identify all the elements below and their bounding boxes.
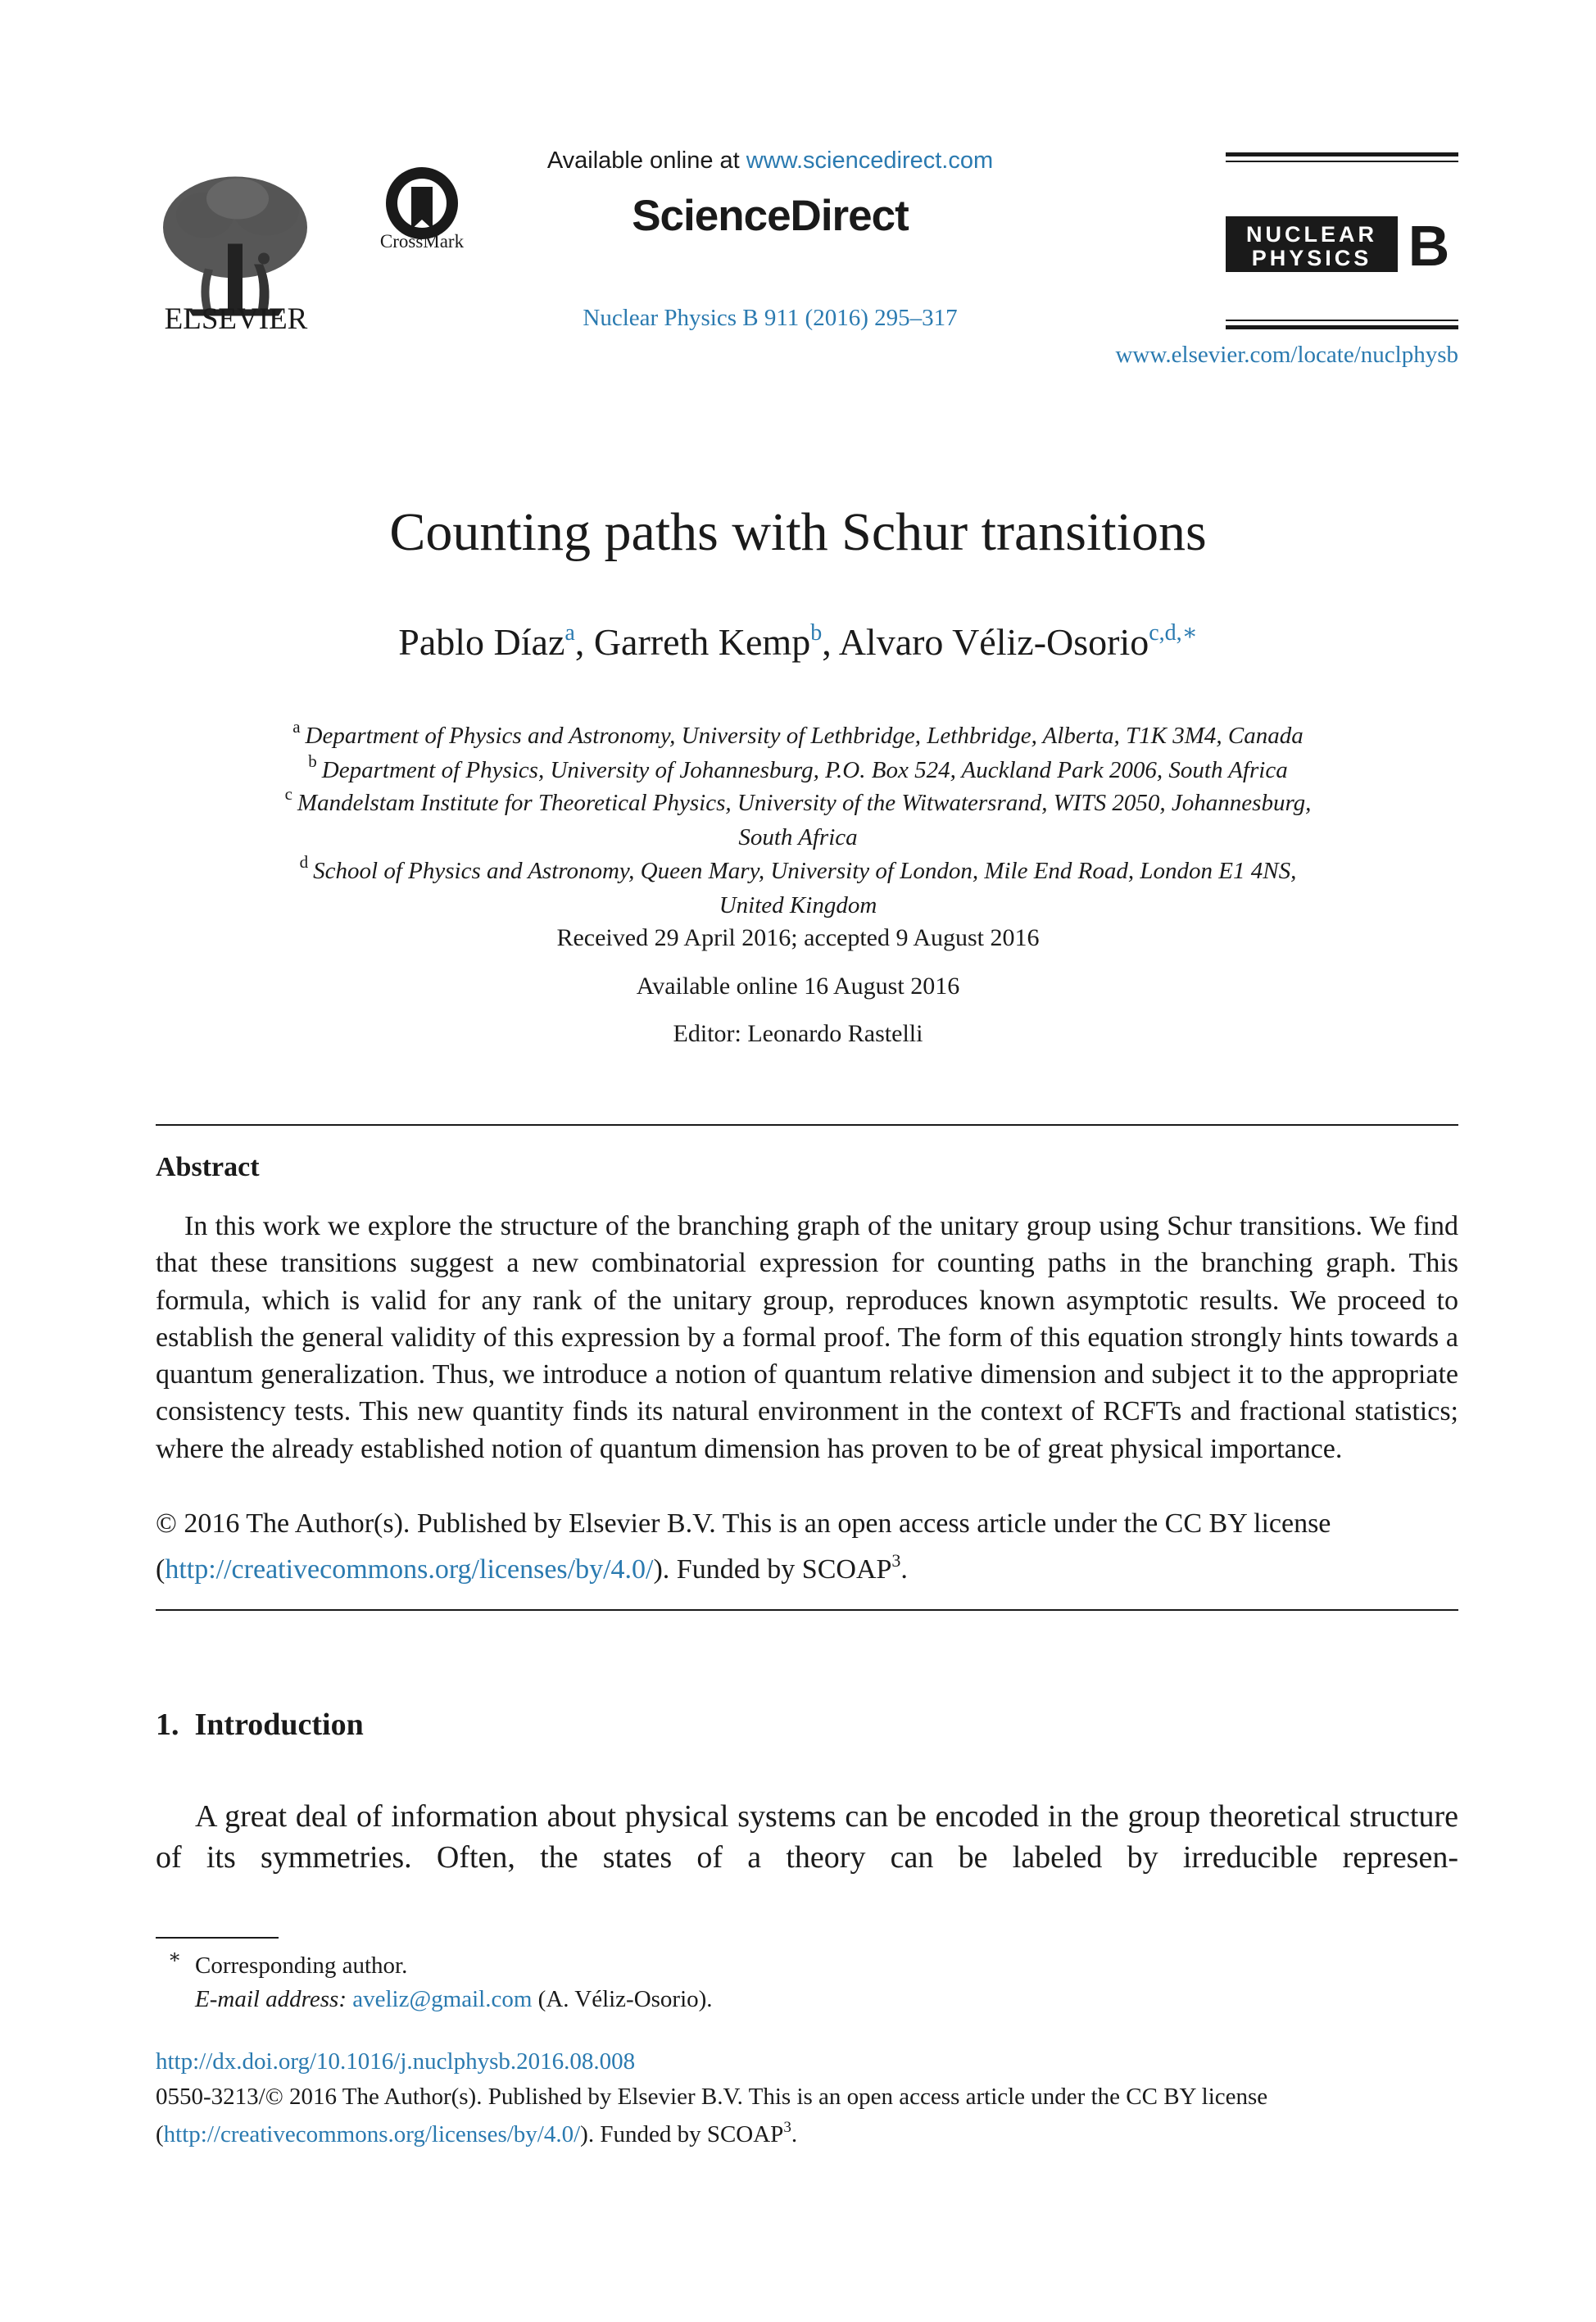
license-link[interactable]: http://creativecommons.org/licenses/by/4.0/ <box>165 1554 654 1585</box>
affiliation-text: School of Physics and Astronomy, Queen Mary, University of London, Mile End Road, London E1 4NS, <box>313 858 1297 884</box>
affiliation-d <box>164 845 1432 923</box>
sciencedirect-logo: ScienceDirect <box>632 192 909 240</box>
section-heading-introduction: 1. Introduction <box>156 1707 364 1742</box>
end-period: . <box>900 1554 908 1585</box>
footnote-star: ∗ <box>168 1947 182 1968</box>
abstract-body: In this work we explore the structure of the branching graph of the unitary group using Schur transitions. We find that these transitions suggest a new combinatorial expression for counting paths in the branching graph. This formula, which is valid for any rank of the unitary group, reproduces known asymptotic results. We proceed to establish the general validity of this expression by a formal proof. The form of this equation strongly hints towards a quantum generalization. Thus, we introduce a notion of quantum relative dimension and subject it to the appropriate consistency tests. This new quantity finds its natural environment in the context of RCFTs and fractional statistics; where the already established notion of quantum dimension has proven to be of great physical importance. <box>156 1211 1458 1464</box>
available-online-date: Available online 16 August 2016 <box>636 973 960 1000</box>
affiliation-mark: b <box>308 751 317 771</box>
abstract-bottom-rule <box>156 1609 1458 1611</box>
npb-logo-line2: PHYSICS <box>1251 246 1372 270</box>
introduction-paragraph: A great deal of information about physical systems can be encoded in the group theoretical structure of its symmetries. Often, the states of a theory can be labeled by irreducible represen- <box>156 1799 1458 1875</box>
author-affiliation-mark[interactable]: c,d,∗ <box>1149 620 1198 646</box>
header-rule-top <box>1226 152 1458 156</box>
affiliation-text-cont: United Kingdom <box>719 892 877 918</box>
affiliation-mark: a <box>292 717 301 737</box>
affiliation-text: Department of Physics and Astronomy, University of Lethbridge, Lethbridge, Alberta, T1K 3M4, Canada <box>305 723 1304 749</box>
header-rule-bottom <box>1226 325 1458 329</box>
copyright-text: © 2016 The Author(s). Published by Elsevier B.V. This is an open access article under the CC BY license <box>156 1508 1331 1539</box>
doi-link[interactable]: http://dx.doi.org/10.1016/j.nuclphysb.2016.08.008 <box>156 2048 636 2075</box>
npb-logo-letter: B <box>1408 216 1450 272</box>
journal-homepage-link[interactable]: www.elsevier.com/locate/nuclphysb <box>1115 342 1458 368</box>
affiliation-mark: c <box>284 784 292 804</box>
author-name: Garreth Kemp <box>593 621 811 663</box>
article-title: Counting paths with Schur transitions <box>389 502 1207 562</box>
received-date: Received 29 April 2016; accepted 9 August 2016 <box>556 924 1040 951</box>
email-link[interactable]: aveliz@gmail.com <box>352 1986 533 2012</box>
email-owner: (A. Véliz-Osorio). <box>532 1986 713 2012</box>
footnote-rule <box>156 1937 279 1939</box>
issn-copyright-line: 0550-3213/© 2016 The Author(s). Published by Elsevier B.V. This is an open access article under the CC BY license <box>156 2084 1268 2110</box>
header-rule-bottom-thin <box>1226 320 1458 321</box>
editor-line: Editor: Leonardo Rastelli <box>673 1020 923 1047</box>
email-footnote <box>195 1986 713 2013</box>
corresponding-author-note: Corresponding author. <box>195 1952 408 1979</box>
journal-reference-link[interactable]: Nuclear Physics B 911 (2016) 295–317 <box>583 305 958 331</box>
npb-logo-line1: NUCLEAR <box>1246 222 1377 247</box>
available-online-prefix: Available online at <box>546 147 746 174</box>
author-name: Alvaro Véliz-Osorio <box>838 621 1149 663</box>
abstract-copyright: © 2016 The Author(s). Published by Elsevier B.V. This is an open access article under the CC BY license (http://creativecommons.org/licenses/by/4.0/). Funded by SCOAP$^3$. <box>156 1508 1331 1585</box>
crossmark-label: CrossMark <box>379 231 465 252</box>
email-label: E-mail address: <box>195 1986 347 2012</box>
affiliation-text: Department of Physics, University of Johannesburg, P.O. Box 524, Auckland Park 2006, South Africa <box>321 757 1288 783</box>
footer-license-link[interactable]: http://creativecommons.org/licenses/by/4.0/ <box>163 2121 581 2147</box>
abstract-heading: Abstract <box>156 1152 260 1182</box>
author-affiliation-mark[interactable]: b <box>810 620 823 646</box>
header-rule-top-thin <box>1226 161 1458 162</box>
scoap-superscript: 3 <box>891 1550 901 1571</box>
affiliation-text: Mandelstam Institute for Theoretical Physics, University of the Witwatersrand, WITS 2050, Johannesburg, <box>297 790 1312 816</box>
elsevier-wordmark: ELSEVIER <box>164 302 308 336</box>
affiliation-text-cont: South Africa <box>738 824 858 850</box>
author-separator: , <box>574 621 594 663</box>
sciencedirect-link[interactable]: www.sciencedirect.com <box>746 147 994 174</box>
footer-end-period: . <box>791 2121 798 2147</box>
author-name: Pablo Díaz <box>398 621 565 663</box>
issn-license-line: (http://creativecommons.org/licenses/by/4.0/). Funded by SCOAP$^3$. <box>156 2119 798 2147</box>
footer-scoap-superscript: 3 <box>783 2119 791 2136</box>
author-affiliation-mark[interactable]: a <box>564 620 575 646</box>
author-separator: , <box>822 621 839 663</box>
abstract-top-rule <box>156 1124 1458 1126</box>
available-online-line <box>483 147 1057 175</box>
funded-by-text: ). Funded by SCOAP <box>653 1554 892 1585</box>
affiliation-mark: d <box>299 852 309 872</box>
footer-funded-by: ). Funded by SCOAP <box>580 2121 784 2147</box>
nuclear-physics-b-logo <box>1226 216 1457 272</box>
affiliation-c <box>164 777 1432 855</box>
author-list <box>0 619 1596 664</box>
